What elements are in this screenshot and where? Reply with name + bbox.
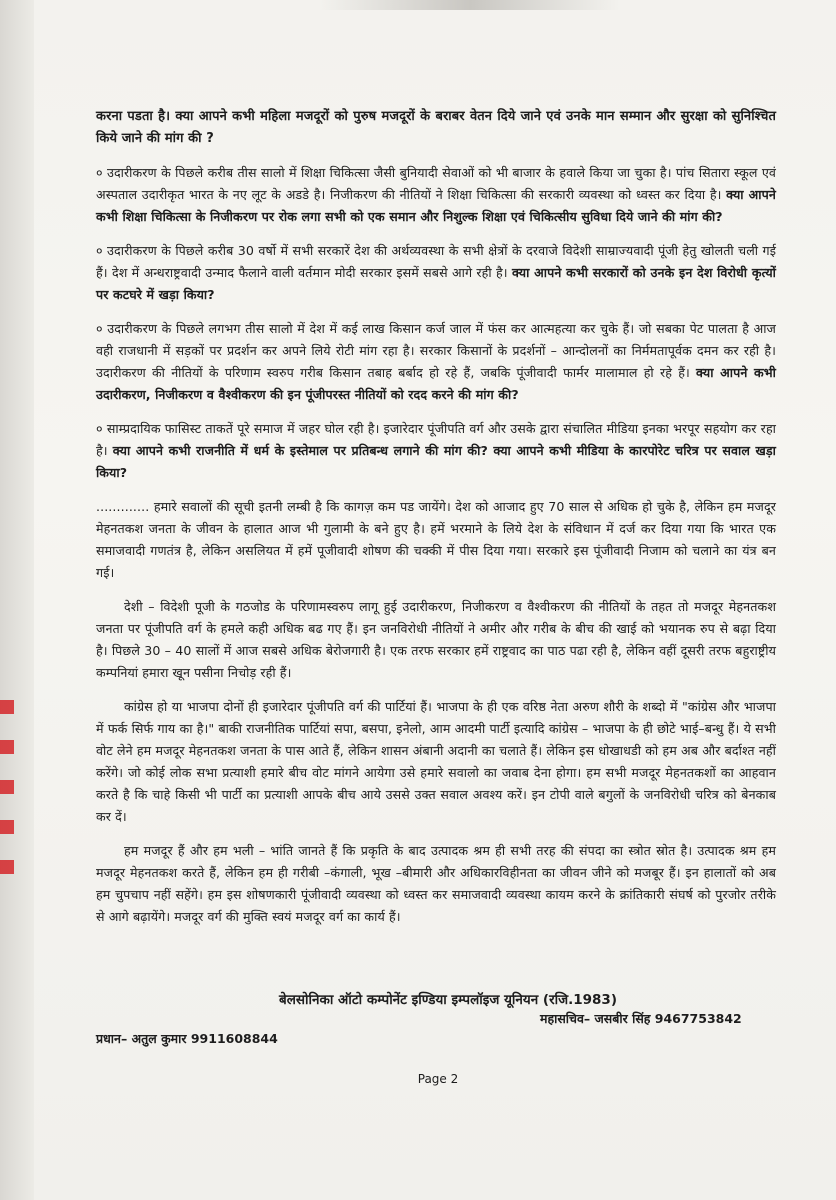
paragraph-4 — [96, 318, 776, 406]
paragraph-3 — [96, 240, 776, 306]
page-number: Page 2 — [417, 1072, 459, 1086]
top-bleed-through — [320, 0, 620, 10]
president: प्रधान– अतुल कुमार 9911608844 — [96, 1031, 278, 1046]
paragraph-1-text: करना पडता है। — [96, 109, 176, 124]
paragraph-2-question: क्या आपने कभी शिक्षा चिकित्सा के निजीकरण पर रोक लगा सभी को एक समान और निशुल्क शिक्षा एवं चिकित्सीय सुविधा दिये जाने की मांग की? — [96, 187, 776, 224]
paragraph-5 — [96, 418, 776, 484]
body-text — [96, 106, 776, 940]
union-name: बेलसोनिका ऑटो कम्पोनेंट इण्डिया इम्पलॉइज यूनियन (रजि.1983) — [279, 992, 617, 1008]
paragraph-4-question: क्या आपने कभी उदारीकरण, निजीकरण व वैश्वीकरण की इन पूंजीपरस्त नीतियों को रदद करने की मांग की? — [96, 365, 776, 402]
paragraph-1 — [96, 106, 776, 150]
paragraph-7-text: देशी – विदेशी पूजी के गठजोड के परिणामस्वरुप लागू हुई उदारीकरण, निजीकरण व वैश्वीकरण की नीतियों के तहत तो मजदूर मेहनतकश जनता पर पूंजीपति वर्ग के हमले कही अधिक बढ गए हैं। इन जनविरोधी नीतियों ने अमीर और गरीब के बीच की खाई को भयानक रुप से बढ़ा दिया है। पिछले 30 – 40 सालों में आज सबसे अधिक बेरोजगारी है। एक तरफ सरकार हमें राष्ट्रवाद का पाठ पढा रही है, लेकिन वहीं दूसरी तरफ बहुराष्ट्रीय कम्पनियां हमारा खून पसीना निचोड़ रही हैं। — [96, 599, 776, 680]
paragraph-2 — [96, 162, 776, 228]
paragraph-3-text: ० उदारीकरण के पिछले करीब 30 वर्षो में सभी सरकारें देश की अर्थव्यवस्था के सभी क्षेत्रों के दरवाजे विदेशी साम्राज्यवादी पूंजी हेतु खोलती चली गई हैं। देश में अन्धराष्ट्रवादी उन्माद फैलाने वाली वर्तमान मोदी सरकार इसमें सबसे आगे रही है। — [96, 243, 776, 280]
paragraph-4-text: ० उदारीकरण के पिछले लगभग तीस सालो में देश में कई लाख किसान कर्ज जाल में फंस कर आत्महत्या कर चुके हैं। जो सबका पेट पालता है आज वही राजधानी में सड़कों पर प्रदर्शन कर अपने लिये रोटी मांग रहा है। सरकार किसानों के प्रदर्शनों – आन्दोलनों का निर्ममतापूर्वक दमन कर रही है। उदारीकरण की नीतियों के परिणाम स्वरुप गरीब किसान तबाह बर्बाद हो रहे हैं, जबकि पूंजीवादी फार्मर मालामाल हो रहे हैं। — [96, 321, 776, 380]
paragraph-6-text: ............. हमारे सवालों की सूची इतनी लम्बी है कि कागज़ कम पड जायेंगे। देश को आजाद हुए 70 साल से अधिक हो चुके है, लेकिन हम मजदूर मेहनतकश जनता के जीवन के हालात आज भी गुलामी के बने हुए है। हमें भरमाने के लिये देश के संविधान में दर्ज कर दिया गया कि भारत एक समाजवादी गणतंत्र है, लेकिन असलियत में हमें पूजीवादी शोषण की चक्की में पीस दिया गया। सरकारे इस पूंजीवादी निजाम को चलाने का यंत्र बन गई। — [96, 499, 776, 580]
paragraph-9 — [96, 840, 776, 928]
paragraph-2-text: ० उदारीकरण के पिछले करीब तीस सालो में शिक्षा चिकित्सा जैसी बुनियादी सेवाओं को भी बाजार के हवाले किया जा चुका है। पांच सितारा स्कूल एवं अस्पताल उदारीकृत भारत के नए लूट के अडडे है। निजीकरण की नीतियों ने शिक्षा चिकित्सा की सरकारी व्यवस्था को ध्वस्त कर दिया है। — [96, 165, 776, 202]
paragraph-5-question: क्या आपने कभी राजनीति में धर्म के इस्तेमाल पर प्रतिबन्ध लगाने की मांग की? क्या आपने कभी मीडिया के कारपोरेट चरित्र पर सवाल खड़ा किया? — [96, 443, 776, 480]
paragraph-1-question: क्या आपने कभी महिला मजदूरों को पुरुष मजदूरों के बराबर वेतन दिये जाने एवं उनके मान सम्मान और सुरक्षा को सुनिश्चित किये जाने की मांग की ? — [96, 109, 776, 146]
paragraph-3-question: क्या आपने कभी सरकारों को उनके इन देश विरोधी कृत्यों पर कटघरे में खड़ा किया? — [96, 265, 777, 302]
paragraph-8-text: कांग्रेस हो या भाजपा दोनों ही इजारेदार पूंजीपति वर्ग की पार्टियां हैं। भाजपा के ही एक वरिष्ठ नेता अरुण शौरी के शब्दो में "कांग्रेस और भाजपा में फर्क सिर्फ गाय का है।" बाकी राजनीतिक पार्टियां सपा, बसपा, इनेलो, आम आदमी पार्टी इत्यादि कांग्रेस – भाजपा के ही छोटे भाई–बन्धु हैं। ये सभी वोट लेने हम मजदूर मेहनतकश जनता के पास आते हैं, लेकिन शासन अंबानी अदानी का चलाते हैं। लेकिन इस धोखाधडी को हम अब और बर्दाश्त नहीं करेंगे। जो कोई लोक सभा प्रत्याशी हमारे बीच वोट मांगने आयेगा उसे हमारे सवालो का जवाब देना होगा। हम सभी मजदूर मेहनतकशों का आहवान करते है कि चाहे किसी भी पार्टी का प्रत्याशी आपके बीच आये उससे उक्त सवाल अवश्य करें। इन टोपी वाले बगुलों के जनविरोधी चरित्र को बेनकाब कर दें। — [96, 699, 776, 824]
paragraph-5-text: ० साम्प्रदायिक फासिस्ट ताकतें पूरे समाज में जहर घोल रही है। इजारेदार पूंजीपति वर्ग और उसके द्वारा संचालित मीडिया इनका भरपूर सहयोग कर रहा है। — [96, 421, 776, 458]
paragraph-8 — [96, 696, 776, 828]
general-secretary: महासचिव– जसबीर सिंह 9467753842 — [540, 1011, 742, 1026]
red-margin-marks — [0, 700, 14, 880]
paragraph-7 — [96, 596, 776, 684]
page-left-edge — [0, 0, 34, 1200]
paragraph-6 — [96, 496, 776, 584]
paragraph-9-text: हम मजदूर हैं और हम भली – भांति जानते हैं कि प्रकृति के बाद उत्पादक श्रम ही सभी तरह की संपदा का स्त्रोत स्रोत है। उत्पादक श्रम हम मजदूर मेहनतकश करते हैं, लेकिन हम ही गरीबी –कंगाली, भूख –बीमारी और अधिकारविहीनता का जीवन जीने को मजबूर हैं। इन हालातों को अब हम चुपचाप नहीं सहेंगे। हम इस शोषणकारी पूंजीवादी व्यवस्था को ध्वस्त कर समाजवादी व्यवस्था कायम करने के क्रांतिकारी संघर्ष को पुरजोर तरीके से आगे बढ़ायेंगे। मजदूर वर्ग की मुक्ति स्वयं मजदूर वर्ग का कार्य हैं। — [96, 843, 776, 924]
